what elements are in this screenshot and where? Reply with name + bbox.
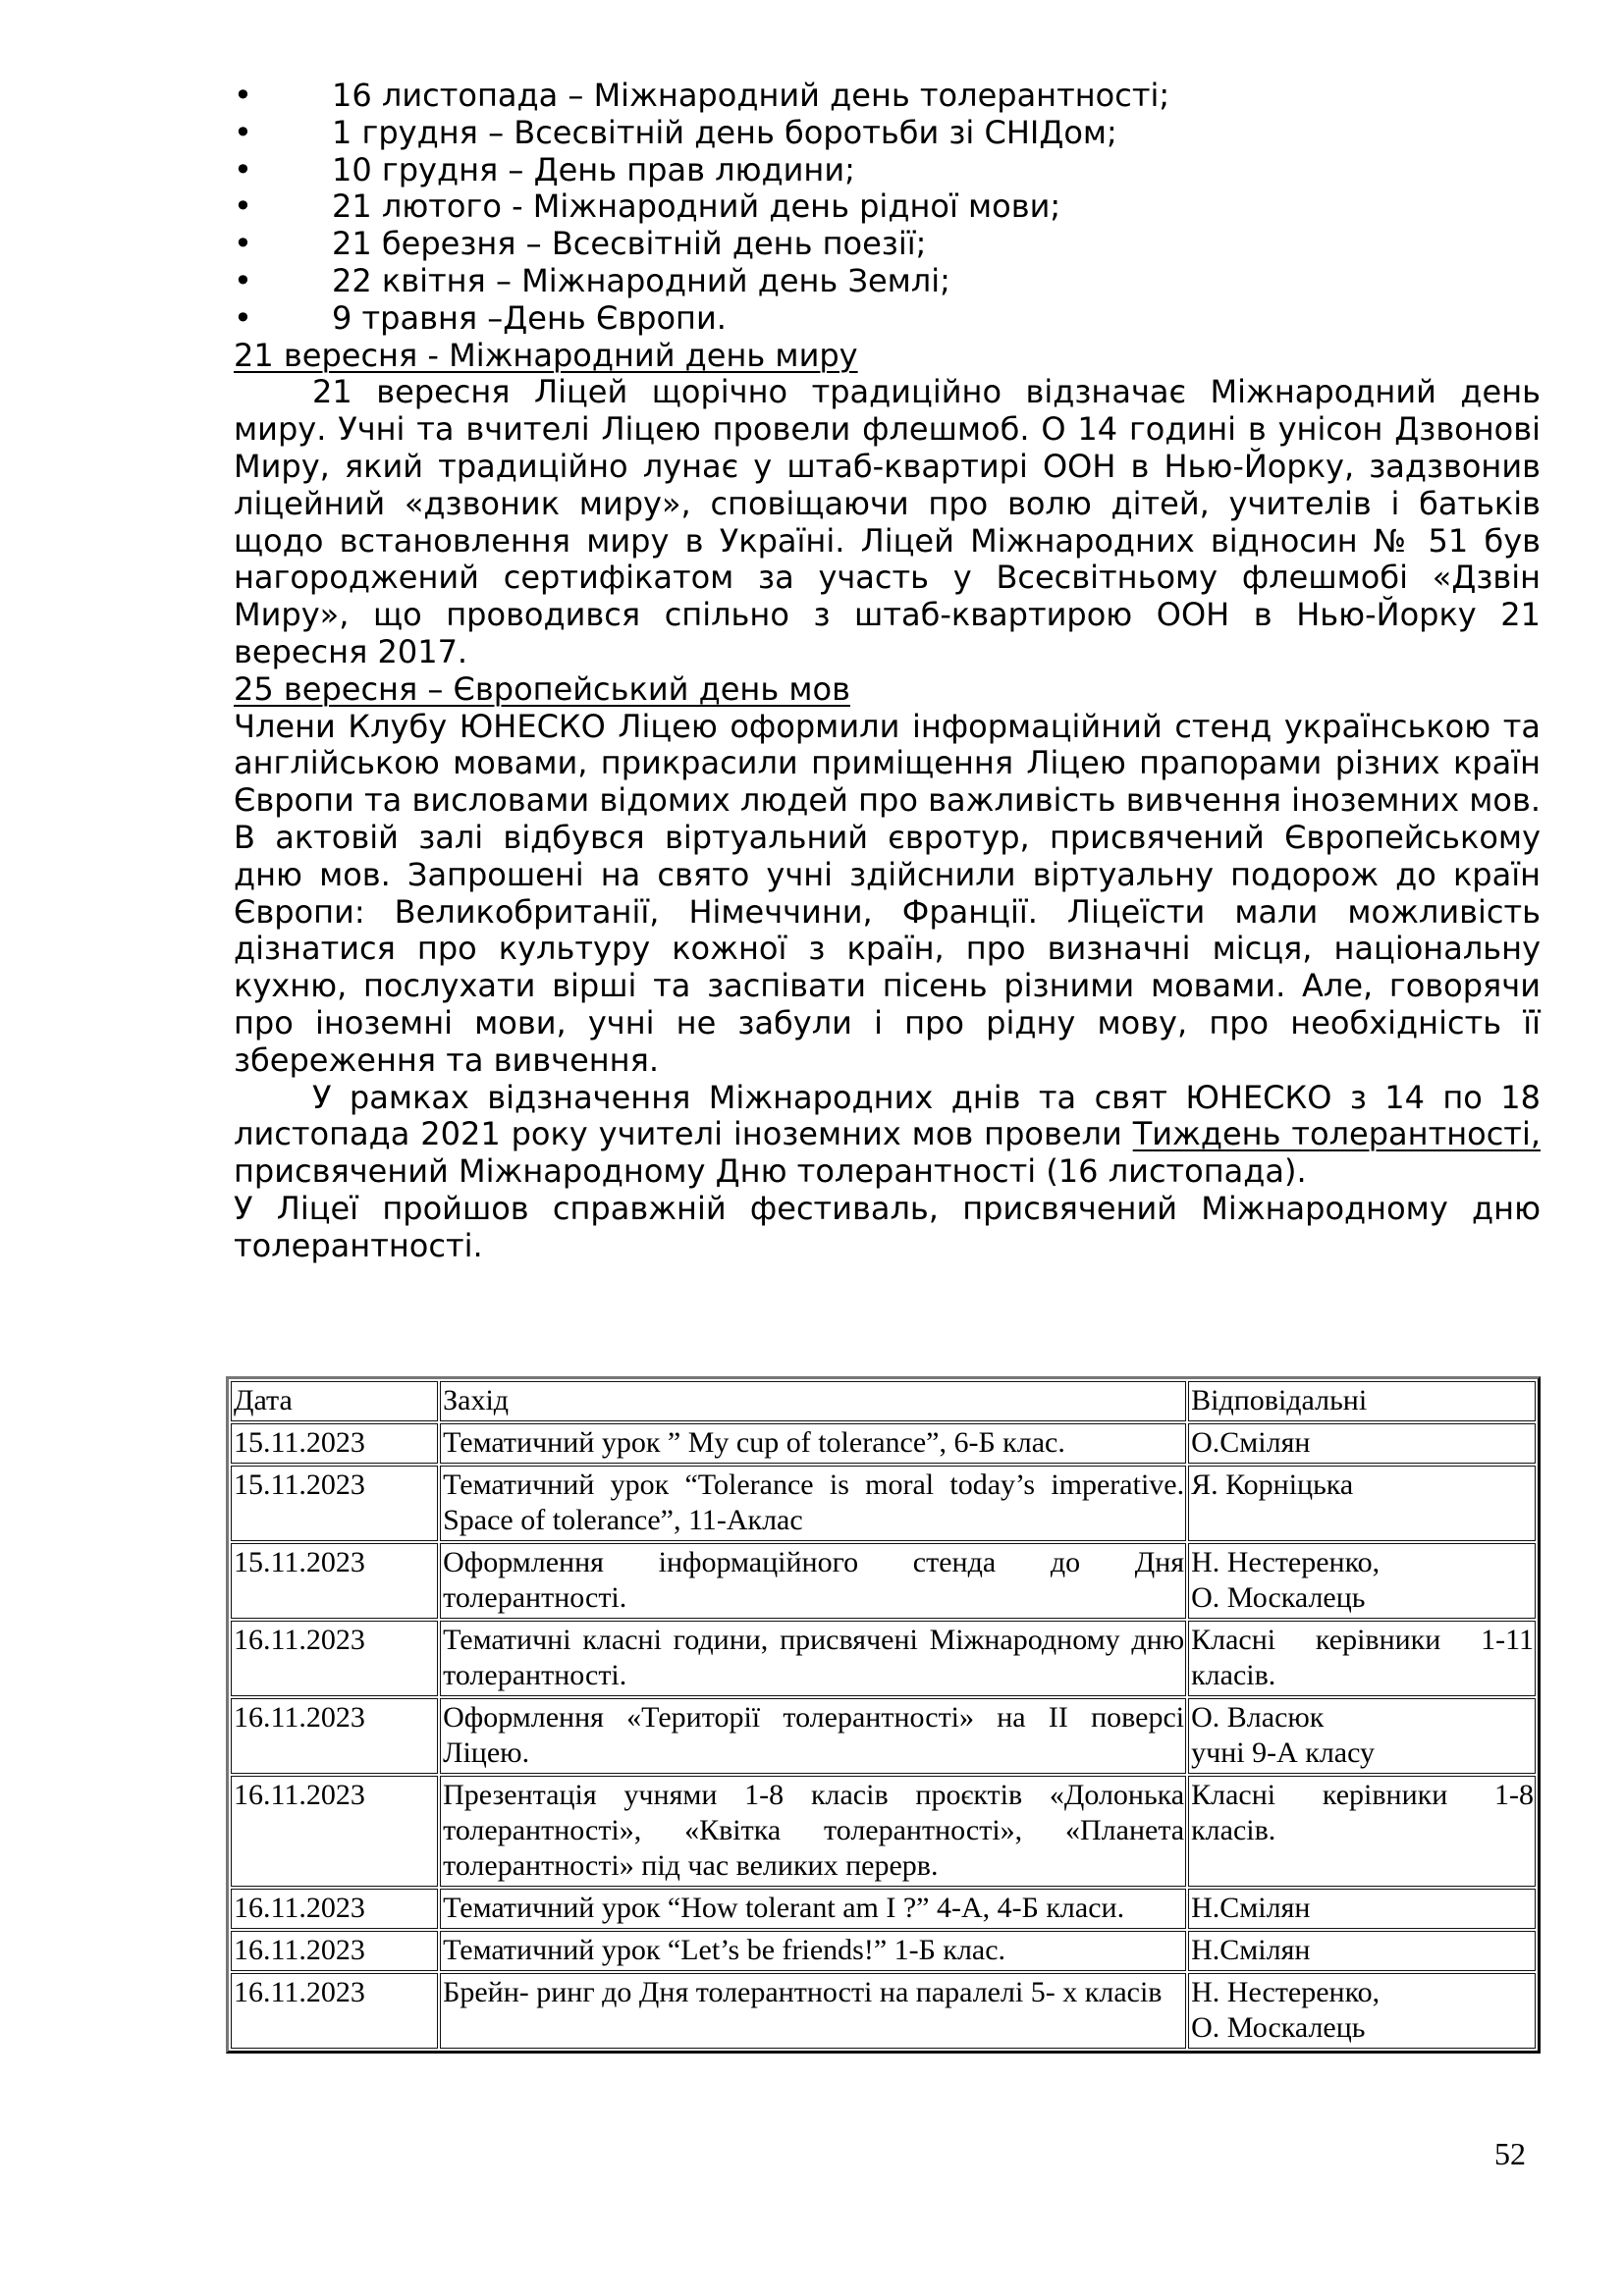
list-item-text: 22 квітня – Міжнародний день Землі;: [332, 261, 950, 299]
table-row: [231, 1698, 1536, 1774]
event-cell: Тематичний урок “How tolerant am I ?” 4-А, 4-Б класи.: [440, 1889, 1186, 1929]
bullet-icon: •: [234, 261, 252, 299]
languages-day-heading: 25 вересня – Європейський день мов: [234, 669, 850, 708]
responsible-cell: [1188, 1973, 1536, 2049]
responsible-cell: [1188, 1889, 1536, 1929]
list-item: [234, 300, 1541, 338]
responsible-name: Н.Смілян: [1191, 1892, 1311, 1924]
list-item-text: 10 грудня – День прав людини;: [332, 150, 855, 188]
date-cell: 16.11.2023: [231, 1621, 438, 1696]
list-item-text: 16 листопада – Міжнародний день толерантності;: [332, 77, 1170, 114]
responsible-name: Н. Нестеренко,: [1191, 1976, 1380, 2008]
bullet-icon: •: [234, 113, 252, 151]
column-header-responsible: Відповідальні: [1188, 1381, 1536, 1421]
bullet-icon: •: [234, 298, 252, 337]
event-cell: Тематичний урок ” My cup of tolerance”, 6-Б клас.: [440, 1423, 1186, 1464]
list-item: [234, 188, 1541, 226]
languages-day-paragraph: Члени Клубу ЮНЕСКО Ліцею оформили інформаційний стенд українською та англійською мовами, прикрасили приміщення Ліцею прапорами різних країн Європи та висловами відомих людей про важливість вивчення іноземних мов. В актовій залі відбувся віртуальний євротур, присвячений Європейському дню мов. Запрошені на свято учні здійснили віртуальну подорож до країн Європи: Великобританії, Німеччини, Франції. Ліцеїсти мали можливість дізнатися про культуру кожної з країн, про визначні місця, національну кухню, послухати вірші та заспівати пісень різними мовами. Але, говорячи про іноземні мови, учні не забули і про рідну мову, про необхідність її збереження та вивчення.: [234, 707, 1541, 1079]
date-cell: 16.11.2023: [231, 1776, 438, 1887]
bullet-icon: •: [234, 187, 252, 226]
date-cell: 16.11.2023: [231, 1931, 438, 1971]
tolerance-week-text: У рамках відзначення Міжнародних днів та свят ЮНЕСКО з 14 по 18 листопада 2021 року учителі іноземних мов провели: [234, 1078, 1541, 1153]
event-cell: Презентація учнями 1-8 класів проєктів «Долонька толерантності», «Квітка толерантності», «Планета толерантності» під час великих перерв.: [440, 1776, 1186, 1887]
responsible-name: Класні керівники 1-11 класів.: [1191, 1624, 1534, 1691]
event-cell: Оформлення інформаційного стенда до Дня толерантності.: [440, 1543, 1186, 1619]
body-text: [234, 78, 1541, 1265]
table-row: [231, 1889, 1536, 1929]
responsible-cell: [1188, 1543, 1536, 1619]
table-header-row: [231, 1381, 1536, 1421]
responsible-cell: [1188, 1698, 1536, 1774]
list-item-text: 9 травня –День Європи.: [332, 298, 727, 337]
table-row: [231, 1621, 1536, 1696]
date-cell: 16.11.2023: [231, 1889, 438, 1929]
event-cell: Брейн- ринг до Дня толерантності на паралелі 5- х класів: [440, 1973, 1186, 2049]
unesco-days-list: [234, 78, 1541, 338]
table-row: [231, 1466, 1536, 1541]
peace-day-heading: 21 вересня - Міжнародний день миру: [234, 336, 858, 374]
list-item-text: 21 березня – Всесвітній день поезії;: [332, 225, 927, 263]
column-header-event: Захід: [440, 1381, 1186, 1421]
responsible-name: О.Смілян: [1191, 1426, 1311, 1459]
list-item: [234, 226, 1541, 263]
date-cell: 15.11.2023: [231, 1423, 438, 1464]
table-row: [231, 1423, 1536, 1464]
responsible-name: Н. Нестеренко,: [1191, 1546, 1380, 1578]
list-item: [234, 78, 1541, 115]
table-row: [231, 1973, 1536, 2049]
bullet-icon: •: [234, 150, 252, 188]
list-item: [234, 263, 1541, 300]
list-item-text: 21 лютого - Міжнародний день рідної мови;: [332, 187, 1061, 226]
events-table: [226, 1376, 1541, 2054]
tolerance-week-paragraph: [234, 1080, 1541, 1191]
page-number: 52: [1494, 2136, 1526, 2171]
event-cell: Тематичний урок “Let’s be friends!” 1-Б клас.: [440, 1931, 1186, 1971]
table-row: [231, 1931, 1536, 1971]
responsible-name: О. Власюк: [1191, 1701, 1325, 1734]
responsible-cell: [1188, 1423, 1536, 1464]
list-item: [234, 152, 1541, 189]
event-cell: Тематичний урок “Tolerance is moral today’s imperative. Space of tolerance”, 11-Аклас: [440, 1466, 1186, 1541]
date-cell: 15.11.2023: [231, 1543, 438, 1619]
list-item-text: 1 грудня – Всесвітній день боротьби зі СНІДом;: [332, 113, 1117, 151]
tolerance-week-underlined: Тиждень толерантності,: [1132, 1115, 1542, 1153]
responsible-name: Я. Корніцька: [1191, 1468, 1354, 1501]
responsible-name: О. Москалець: [1191, 1581, 1366, 1614]
date-cell: 15.11.2023: [231, 1466, 438, 1541]
bullet-icon: •: [234, 225, 252, 263]
table-row: [231, 1776, 1536, 1887]
table-row: [231, 1543, 1536, 1619]
responsible-cell: [1188, 1931, 1536, 1971]
bullet-icon: •: [234, 77, 252, 114]
date-cell: 16.11.2023: [231, 1973, 438, 2049]
responsible-cell: [1188, 1621, 1536, 1696]
event-cell: Тематичні класні години, присвячені Міжнародному дню толерантності.: [440, 1621, 1186, 1696]
responsible-name: Н.Смілян: [1191, 1934, 1311, 1966]
date-cell: 16.11.2023: [231, 1698, 438, 1774]
column-header-date: Дата: [231, 1381, 438, 1421]
responsible-name: учні 9-А класу: [1191, 1736, 1376, 1769]
responsible-name: О. Москалець: [1191, 2011, 1366, 2044]
responsible-cell: [1188, 1776, 1536, 1887]
festival-paragraph: У Ліцеї пройшов справжній фестиваль, присвячений Міжнародному дню толерантності.: [234, 1189, 1541, 1264]
peace-day-paragraph: 21 вересня Ліцей щорічно традиційно відзначає Міжнародний день миру. Учні та вчителі Ліцею провели флешмоб. О 14 годині в унісон Дзвонові Миру, який традиційно лунає у штаб-квартирі ООН в Нью-Йорку, задзвонив ліцейний «дзвоник миру», сповіщаючи про волю дітей, учителів і батьків щодо встановлення миру в Україні. Ліцей Міжнародних відносин № 51 був нагороджений сертифікатом за участь у Всесвітньому флешмобі «Дзвін Миру», що проводився спільно з штаб-квартирою ООН в Нью-Йорку 21 вересня 2017.: [234, 373, 1541, 670]
event-cell: Оформлення «Території толерантності» на ІІ поверсі Ліцею.: [440, 1698, 1186, 1774]
responsible-cell: [1188, 1466, 1536, 1541]
list-item: [234, 115, 1541, 152]
tolerance-week-text-after: присвячений Міжнародному Дню толерантності (16 листопада).: [234, 1152, 1307, 1191]
responsible-name: Класні керівники 1-8 класів.: [1191, 1779, 1534, 1846]
